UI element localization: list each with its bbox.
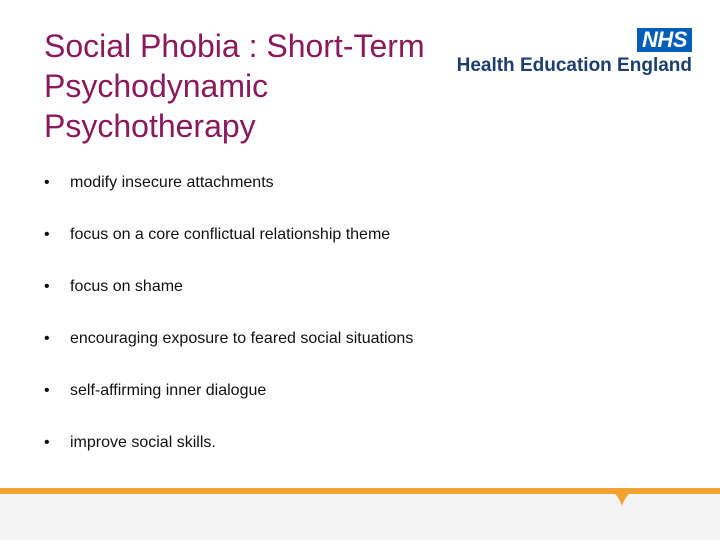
bullet-text: focus on shame <box>70 278 183 295</box>
nhs-badge: NHS <box>637 28 692 52</box>
bullet-marker: • <box>44 174 50 191</box>
bullet-marker: • <box>44 226 50 243</box>
list-item <box>44 326 684 378</box>
list-item <box>44 170 684 222</box>
list-item <box>44 378 684 430</box>
slide-title: Social Phobia : Short-Term Psychodynamic Psychotherapy <box>44 28 425 144</box>
bullet-text: modify insecure attachments <box>70 174 274 191</box>
bullet-text: improve social skills. <box>70 434 216 451</box>
footer-notch-icon <box>602 488 642 508</box>
bullet-text: self-affirming inner dialogue <box>70 382 267 399</box>
hee-logo <box>442 28 692 78</box>
list-item <box>44 222 684 274</box>
bullet-list <box>44 170 684 482</box>
bullet-marker: • <box>44 434 50 451</box>
organisation-name: Health Education England <box>456 55 692 76</box>
list-item <box>44 274 684 326</box>
bullet-text: focus on a core conflictual relationship theme <box>70 226 391 243</box>
bullet-marker: • <box>44 278 50 295</box>
bullet-text: encouraging exposure to feared social situations <box>70 330 414 347</box>
list-item <box>44 430 684 482</box>
bullet-marker: • <box>44 382 50 399</box>
bullet-marker: • <box>44 330 50 347</box>
